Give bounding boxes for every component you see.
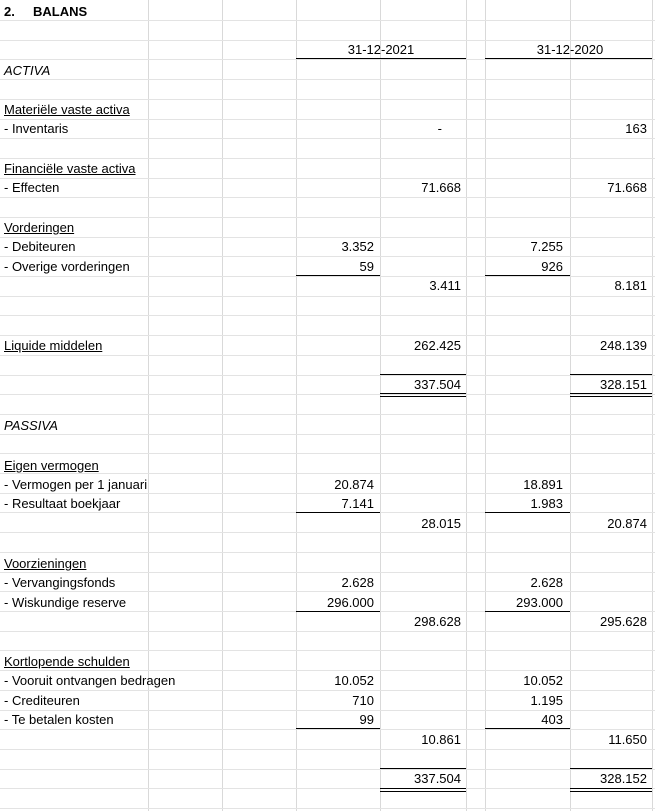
vermogen-2021: 20.874 <box>334 477 374 492</box>
grid-row-line <box>0 276 655 277</box>
debiteuren-2020: 7.255 <box>530 239 563 254</box>
grid-row-line <box>0 178 655 179</box>
subtotal-line <box>296 728 380 729</box>
vooruit-ontvangen-2021: 10.052 <box>334 673 374 688</box>
subtotal-line <box>296 512 380 513</box>
crediteuren-2021: 710 <box>352 693 374 708</box>
row-label-resultaat: - Resultaat boekjaar <box>4 496 121 511</box>
kortlopende-subtotal-2020: 11.650 <box>608 732 647 747</box>
voorzieningen-subtotal-2021: 298.628 <box>414 614 461 629</box>
row-label-effecten: - Effecten <box>4 180 60 195</box>
double-total-line <box>570 393 652 397</box>
grid-row-line <box>0 532 655 533</box>
vervangingsfonds-2021: 2.628 <box>341 575 374 590</box>
grid-row-line <box>0 296 655 297</box>
effecten-total-2020: 71.668 <box>607 180 647 195</box>
grid-row-line <box>0 631 655 632</box>
liquide-total-2020: 248.139 <box>600 338 647 353</box>
te-betalen-kosten-2021: 99 <box>359 712 374 727</box>
double-total-line <box>380 788 466 792</box>
grid-row-line <box>0 788 655 789</box>
voorzieningen-heading: Voorzieningen <box>4 556 87 571</box>
grid-row-line <box>0 20 655 21</box>
materiele-heading: Materiële vaste activa <box>4 102 130 117</box>
vorderingen-heading: Vorderingen <box>4 220 75 235</box>
kortlopende-subtotal-2021: 10.861 <box>421 732 461 747</box>
resultaat-2020: 1.983 <box>530 496 563 511</box>
grid-row-line <box>0 79 655 80</box>
grid-row-line <box>0 729 655 730</box>
row-label-vermogen: - Vermogen per 1 januari <box>4 477 148 492</box>
page-title: BALANS <box>33 4 88 19</box>
header-underline <box>296 58 466 59</box>
row-label-liquide-middelen: Liquide middelen <box>4 338 103 353</box>
passiva-total-2020: 328.152 <box>600 771 647 786</box>
section-number: 2. <box>4 4 15 19</box>
grid-row-line <box>0 394 655 395</box>
liquide-total-2021: 262.425 <box>414 338 461 353</box>
grid-row-line <box>0 749 655 750</box>
column-header-2021: 31-12-2021 <box>347 42 415 57</box>
grid-row-line <box>0 355 655 356</box>
eigen-vermogen-heading: Eigen vermogen <box>4 458 99 473</box>
subtotal-line <box>296 611 380 612</box>
te-betalen-kosten-2020: 403 <box>541 712 563 727</box>
overige-vorderingen-2020: 926 <box>541 259 563 274</box>
grid-row-line <box>0 119 655 120</box>
row-label-vervangingsfonds: - Vervangingsfonds <box>4 575 116 590</box>
grid-row-line <box>0 769 655 770</box>
subtotal-line <box>296 275 380 276</box>
wiskundige-reserve-2020: 293.000 <box>516 595 563 610</box>
debiteuren-2021: 3.352 <box>341 239 374 254</box>
grid-row-line <box>0 650 655 651</box>
row-label-debiteuren: - Debiteuren <box>4 239 76 254</box>
activa-label: ACTIVA <box>4 63 51 78</box>
row-label-overige-vorderingen: - Overige vorderingen <box>4 259 130 274</box>
vervangingsfonds-2020: 2.628 <box>530 575 563 590</box>
grid-row-line <box>0 453 655 454</box>
row-label-inventaris: - Inventaris <box>4 121 69 136</box>
overige-vorderingen-2021: 59 <box>359 259 374 274</box>
vermogen-2020: 18.891 <box>523 477 563 492</box>
effecten-total-2021: 71.668 <box>421 180 461 195</box>
subtotal-line <box>485 611 570 612</box>
double-total-line <box>380 393 466 397</box>
grid-row-line <box>0 217 655 218</box>
inventaris-total-2021: - <box>437 121 442 136</box>
resultaat-2021: 7.141 <box>341 496 374 511</box>
passiva-label: PASSIVA <box>4 418 58 433</box>
voorzieningen-subtotal-2020: 295.628 <box>600 614 647 629</box>
grid-row-line <box>0 434 655 435</box>
double-total-line <box>570 788 652 792</box>
inventaris-total-2020: 163 <box>625 121 647 136</box>
grid-row-line <box>0 197 655 198</box>
grid-row-line <box>0 808 655 809</box>
eigen-subtotal-2021: 28.015 <box>421 516 461 531</box>
grid-row-line <box>0 315 655 316</box>
activa-total-2020: 328.151 <box>600 377 647 392</box>
grid-row-line <box>0 552 655 553</box>
row-label-vooruit-ontvangen: - Vooruit ontvangen bedragen <box>4 673 176 688</box>
subtotal-line <box>485 275 570 276</box>
row-label-wiskundige-reserve: - Wiskundige reserve <box>4 595 127 610</box>
crediteuren-2020: 1.195 <box>530 693 563 708</box>
grid-row-line <box>0 59 655 60</box>
vooruit-ontvangen-2020: 10.052 <box>523 673 563 688</box>
grid-row-line <box>0 138 655 139</box>
kortlopende-heading: Kortlopende schulden <box>4 654 130 669</box>
vorderingen-subtotal-2021: 3.411 <box>429 278 461 293</box>
activa-total-2021: 337.504 <box>414 377 461 392</box>
financiele-heading: Financiële vaste activa <box>4 161 136 176</box>
row-label-crediteuren: - Crediteuren <box>4 693 80 708</box>
passiva-total-2021: 337.504 <box>414 771 461 786</box>
header-underline <box>485 58 652 59</box>
grid-row-line <box>0 375 655 376</box>
row-label-te-betalen-kosten: - Te betalen kosten <box>4 712 114 727</box>
wiskundige-reserve-2021: 296.000 <box>327 595 374 610</box>
eigen-subtotal-2020: 20.874 <box>607 516 647 531</box>
subtotal-line <box>485 728 570 729</box>
column-header-2020: 31-12-2020 <box>536 42 604 57</box>
vorderingen-subtotal-2020: 8.181 <box>614 278 647 293</box>
grid-row-line <box>0 414 655 415</box>
subtotal-line <box>485 512 570 513</box>
